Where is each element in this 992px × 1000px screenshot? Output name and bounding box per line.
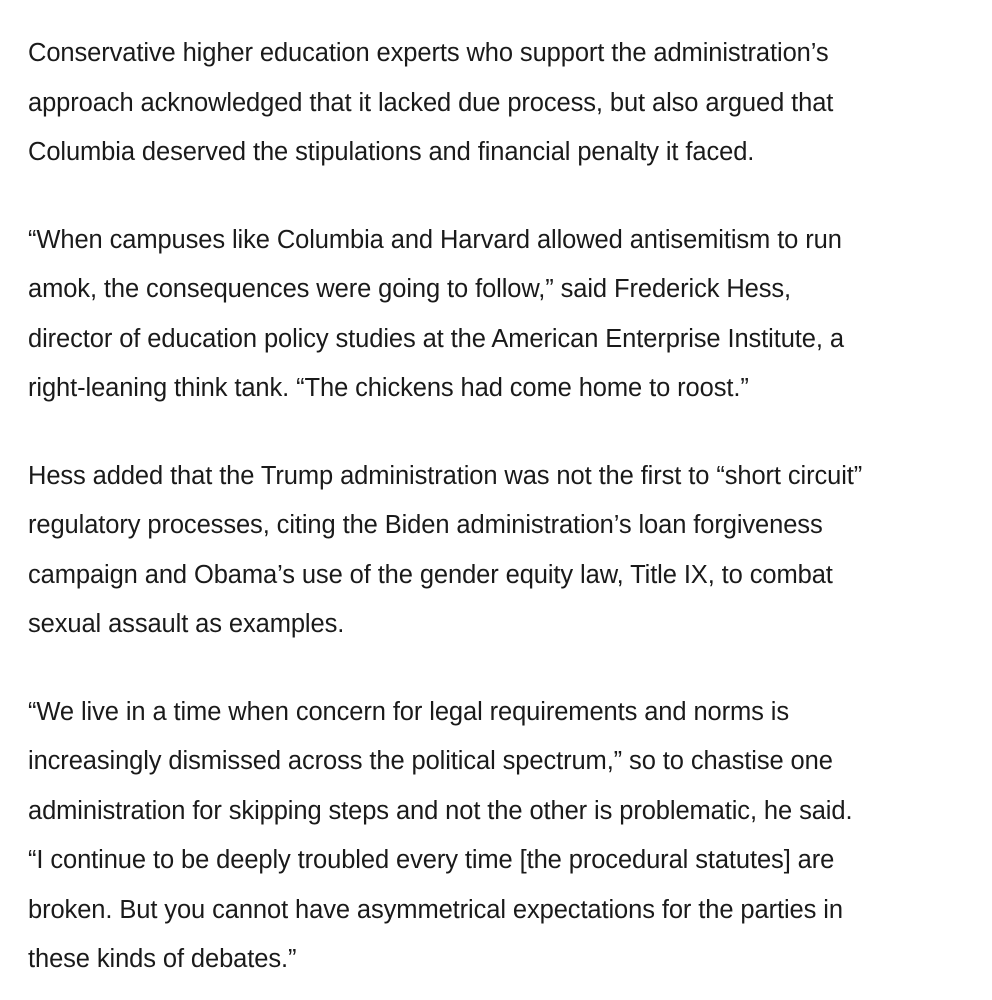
- paragraph-3: [28, 452, 964, 650]
- paragraph-line: increasingly dismissed across the political spectrum,” so to chastise one: [28, 747, 833, 775]
- paragraph-line: Columbia deserved the stipulations and financial penalty it faced.: [28, 138, 755, 166]
- paragraph-1: [28, 29, 964, 178]
- paragraph-line: Conservative higher education experts who support the administration’s: [28, 39, 829, 67]
- paragraph-line: sexual assault as examples.: [28, 610, 345, 638]
- paragraph-line: amok, the consequences were going to follow,” said Frederick Hess,: [28, 275, 792, 303]
- paragraph-line: broken. But you cannot have asymmetrical expectations for the parties in: [28, 895, 843, 924]
- paragraph-line: right-leaning think tank. “The chickens had come home to roost.”: [28, 374, 749, 402]
- paragraph-line: campaign and Obama’s use of the gender equity law, Title IX, to combat: [28, 560, 833, 589]
- paragraph-line: “We live in a time when concern for legal requirements and norms is: [28, 697, 790, 726]
- paragraph-line: “When campuses like Columbia and Harvard allowed antisemitism to run: [28, 225, 842, 254]
- paragraph-2: [28, 216, 964, 414]
- paragraph-line: these kinds of debates.”: [28, 945, 297, 973]
- paragraph-line: director of education policy studies at the American Enterprise Institute, a: [28, 324, 844, 353]
- paragraph-line: approach acknowledged that it lacked due process, but also argued that: [28, 88, 834, 117]
- paragraph-4: [28, 688, 964, 985]
- paragraph-line: Hess added that the Trump administration was not the first to “short circuit”: [28, 461, 863, 490]
- paragraph-line: “I continue to be deeply troubled every time [the procedural statutes] are: [28, 846, 835, 874]
- paragraph-line: administration for skipping steps and not the other is problematic, he said.: [28, 796, 853, 825]
- paragraph-line: regulatory processes, citing the Biden administration’s loan forgiveness: [28, 511, 823, 539]
